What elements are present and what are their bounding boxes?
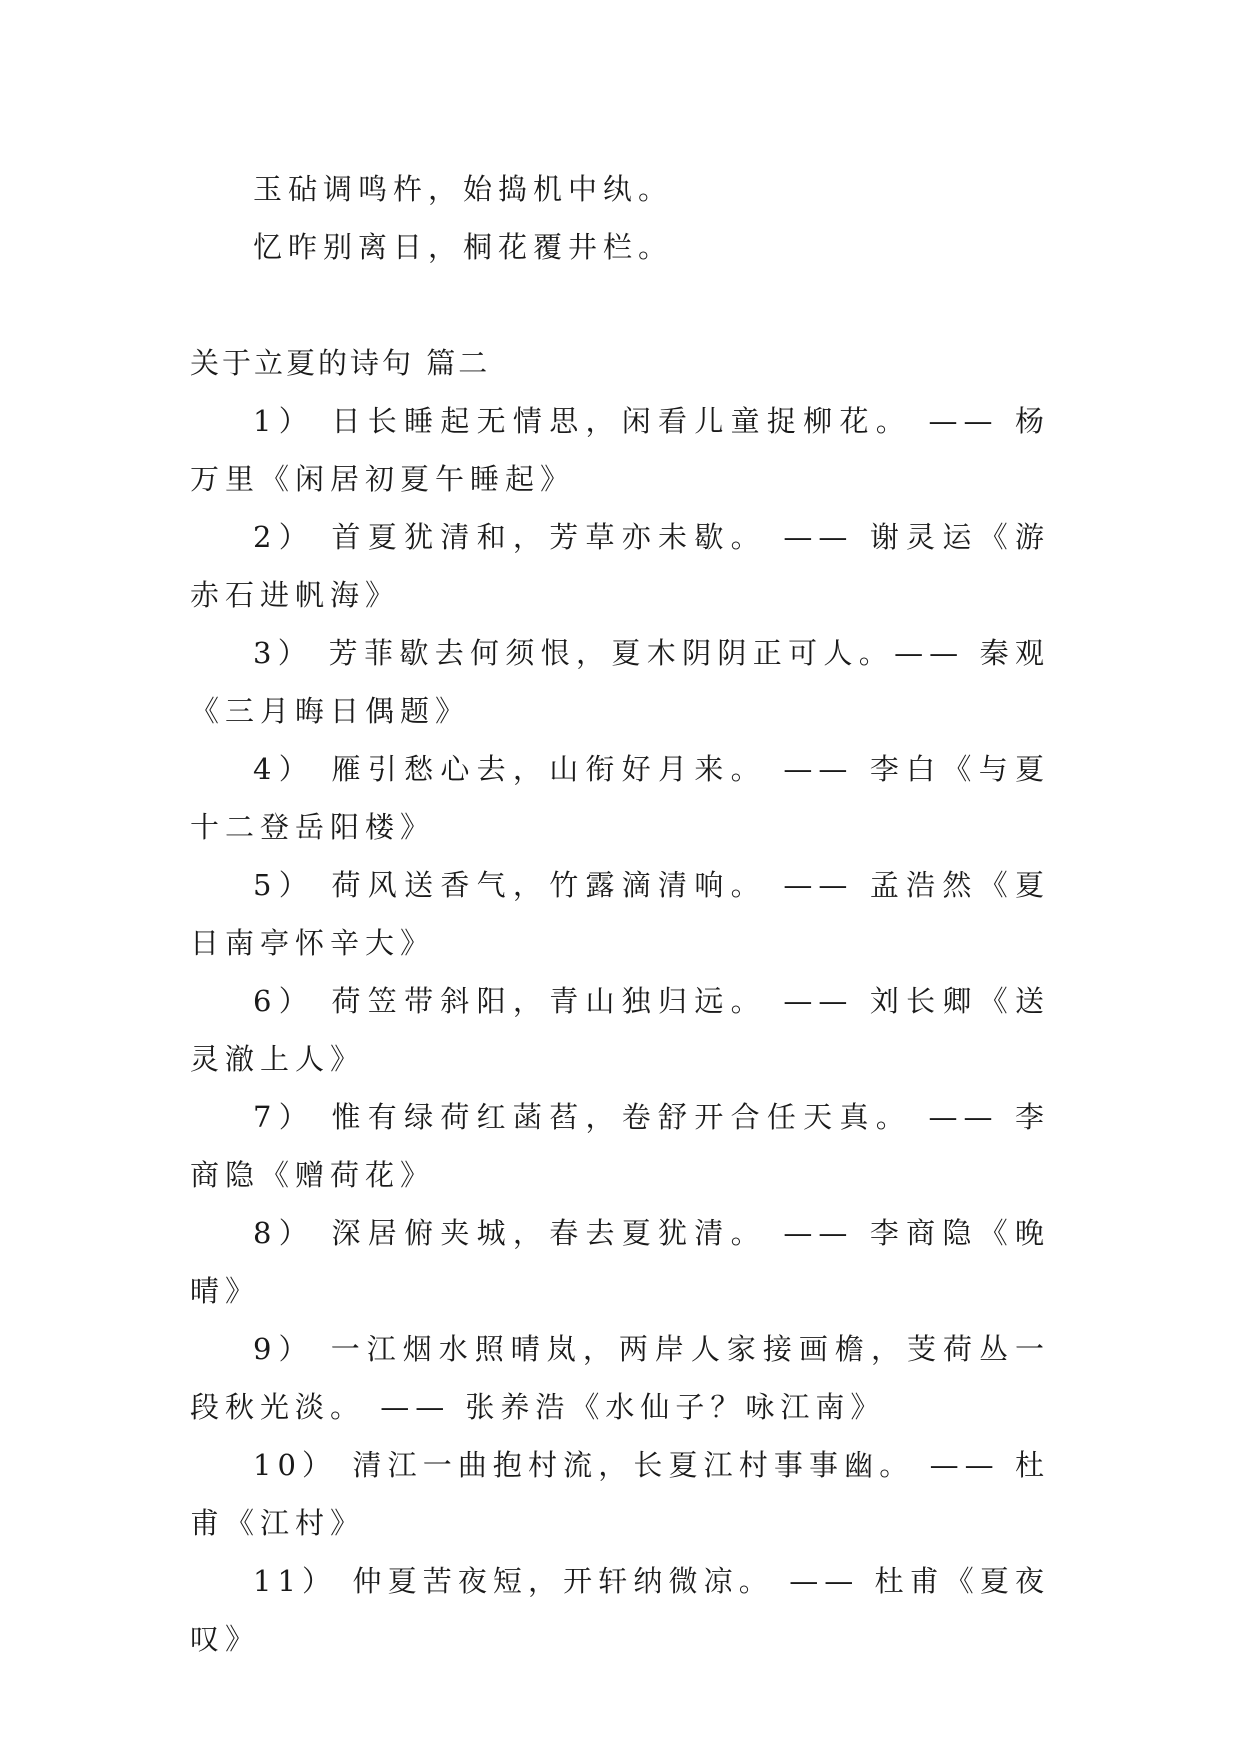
poem-line: 玉砧调鸣杵，始捣机中纨。 bbox=[253, 172, 674, 206]
poem-entry: 3） 芳菲歇去何须恨，夏木阴阴正可人。—— 秦观《三月晦日偶题》 bbox=[190, 636, 1050, 728]
poem-entry: 5） 荷风送香气，竹露滴清响。 —— 孟浩然《夏日南亭怀辛大》 bbox=[190, 868, 1050, 960]
poem-entry: 7） 惟有绿荷红菡萏，卷舒开合任天真。 —— 李商隐《赠荷花》 bbox=[190, 1100, 1050, 1192]
poem-entry: 6） 荷笠带斜阳，青山独归远。 —— 刘长卿《送灵澈上人》 bbox=[190, 984, 1050, 1076]
poem-entry: 11） 仲夏苦夜短，开轩纳微凉。 —— 杜甫《夏夜叹》 bbox=[190, 1564, 1050, 1656]
poem-entry: 2） 首夏犹清和，芳草亦未歇。 —— 谢灵运《游赤石进帆海》 bbox=[190, 520, 1050, 612]
poem-entry: 4） 雁引愁心去，山衔好月来。 —— 李白《与夏十二登岳阳楼》 bbox=[190, 752, 1050, 844]
poem-entry: 1） 日长睡起无情思，闲看儿童捉柳花。 —— 杨万里《闲居初夏午睡起》 bbox=[190, 404, 1050, 496]
document-body bbox=[190, 160, 1050, 1668]
section-heading: 关于立夏的诗句 篇二 bbox=[190, 346, 491, 380]
poem-entry: 9） 一江烟水照晴岚，两岸人家接画檐，芰荷丛一段秋光淡。 —— 张养浩《水仙子？咏江南》 bbox=[190, 1332, 1050, 1424]
poem-entry: 8） 深居俯夹城，春去夏犹清。 —— 李商隐《晚晴》 bbox=[190, 1216, 1050, 1308]
poem-entry: 10） 清江一曲抱村流，长夏江村事事幽。 —— 杜甫《江村》 bbox=[190, 1448, 1050, 1540]
poem-line: 忆昨别离日，桐花覆井栏。 bbox=[253, 230, 674, 264]
